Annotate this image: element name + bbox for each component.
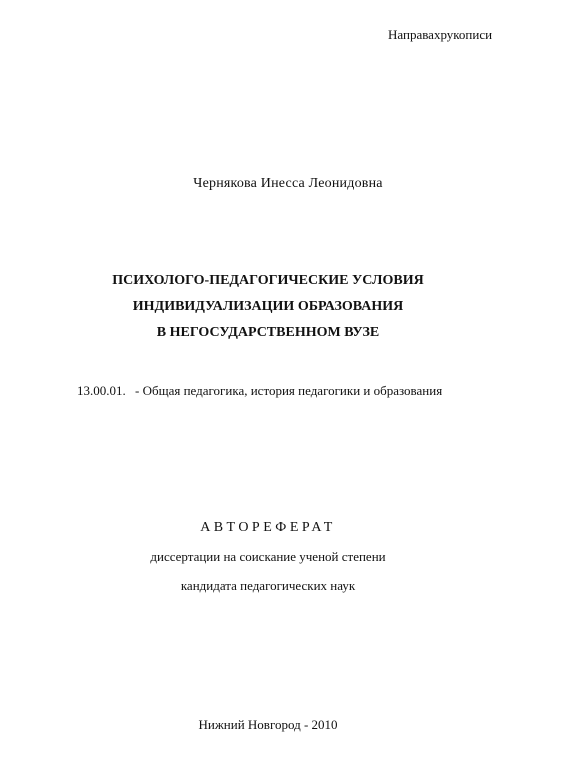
- title-line-2: ИНДИВИДУАЛИЗАЦИИ ОБРАЗОВАНИЯ: [132, 299, 404, 314]
- specialty-description: - Общая педагогика, история педагогики и образования: [135, 383, 443, 398]
- specialty-code: 13.00.01.: [77, 383, 126, 398]
- title-line-1: ПСИХОЛОГО-ПЕДАГОГИЧЕСКИЕ УСЛОВИЯ: [112, 273, 424, 288]
- document-type: АВТОРЕФЕРАТ: [200, 520, 336, 535]
- author-name: Чернякова Инесса Леонидовна: [193, 176, 383, 191]
- manuscript-note: Направахрукописи: [388, 27, 493, 42]
- degree-subtitle-line-2: кандидата педагогических наук: [180, 578, 356, 593]
- dissertation-title: [0, 268, 536, 346]
- specialty-line: [77, 383, 442, 399]
- place-and-year: Нижний Новгород - 2010: [198, 717, 338, 732]
- title-line-3: В НЕГОСУДАРСТВЕННОМ ВУЗЕ: [156, 325, 380, 340]
- degree-subtitle-line-1: диссертации на соискание ученой степени: [150, 549, 386, 564]
